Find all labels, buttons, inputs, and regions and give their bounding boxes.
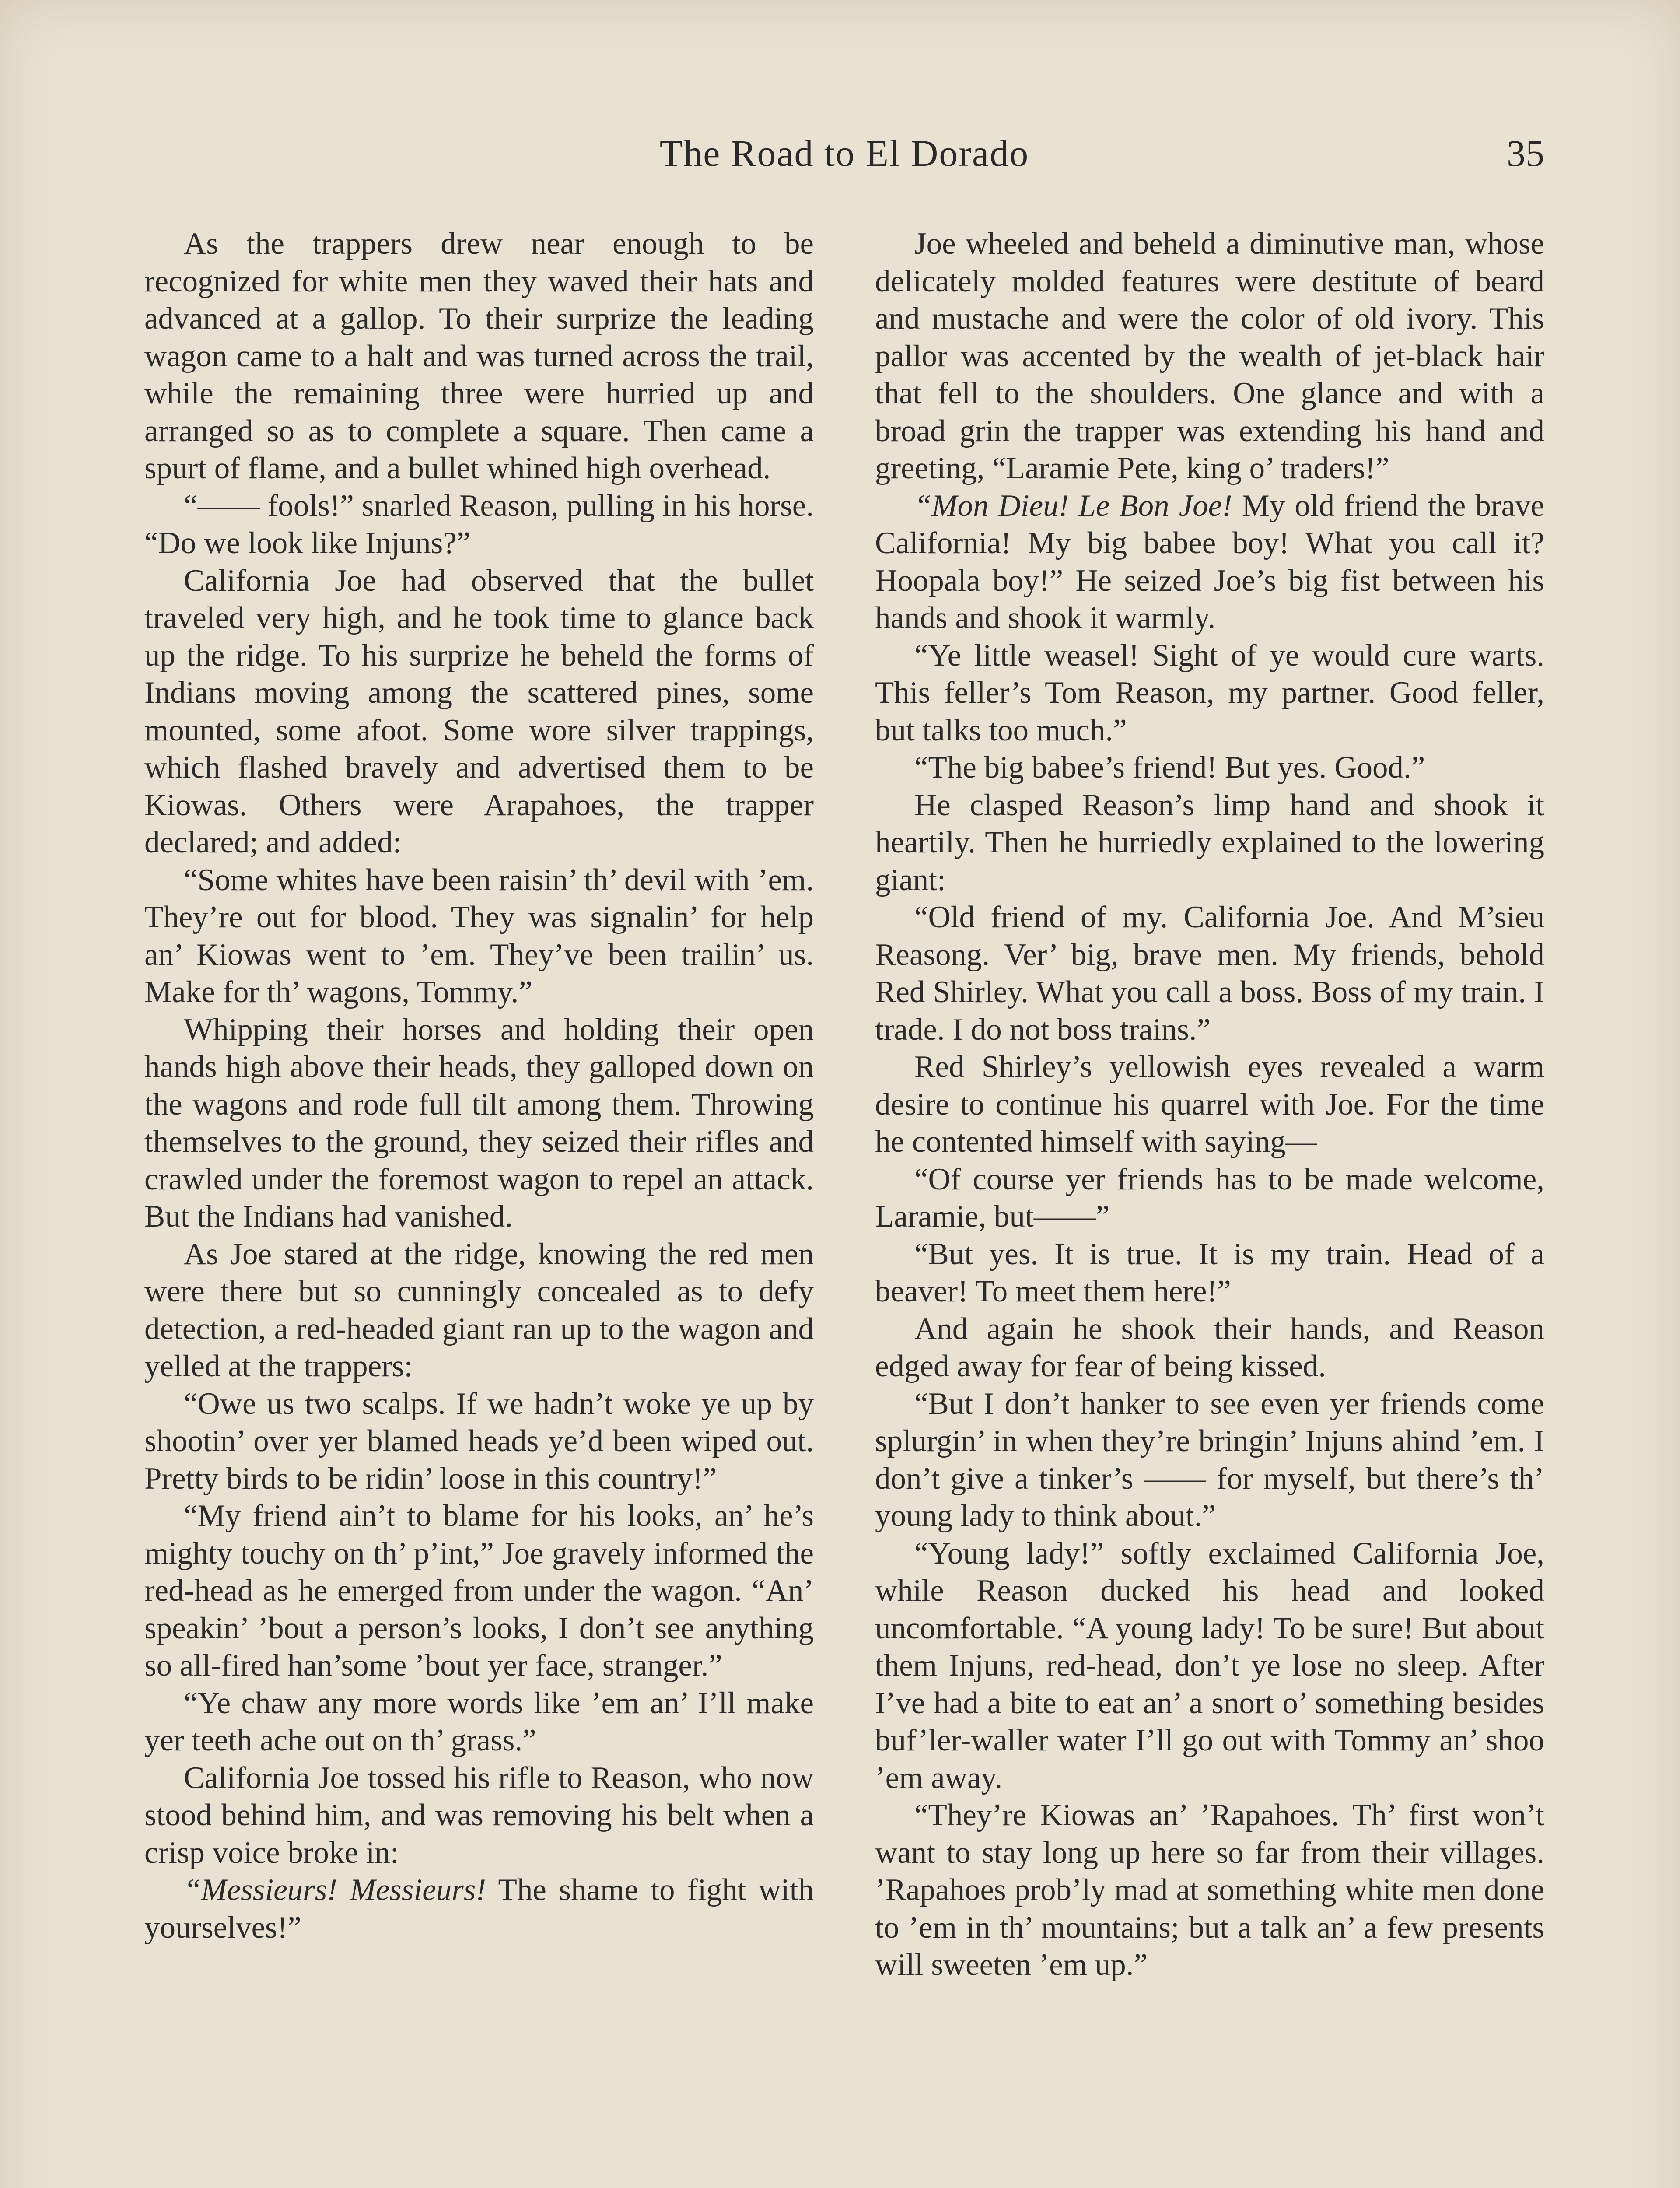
left-column xyxy=(144,225,814,1984)
text-columns xyxy=(144,225,1544,1984)
paragraph: “Ye little weasel! Sight of ye would cure warts. This feller’s Tom Reason, my partner. Good feller, but talks too much.” xyxy=(875,638,1544,747)
paragraph: “My friend ain’t to blame for his looks, an’ he’s mighty touchy on th’ p’int,” Joe gravely informed the red-head as he emerged from under the wagon. “An’ speakin’ ’bout a person’s looks, I don’t see anything so all-fired han’some ’bout yer face, stranger.” xyxy=(144,1499,814,1683)
running-title: The Road to El Dorado xyxy=(659,132,1029,174)
paragraph: “Old friend of my. California Joe. And M’sieu Reasong. Ver’ big, brave men. My friends, behold Red Shirley. What you call a boss. Boss of my train. I trade. I do not boss trains.” xyxy=(875,900,1544,1047)
paragraph: California Joe had observed that the bullet traveled very high, and he took time to glance back up the ridge. To his surprize he beheld the forms of Indians moving among the scattered pines, some mounted, some afoot. Some wore silver trappings, which flashed bravely and advertised them to be Kiowas. Others were Arapahoes, the trapper declared; and added: xyxy=(144,563,814,859)
paragraph: Joe wheeled and beheld a diminutive man, whose delicately molded features were destitute of beard and mustache and were the color of old ivory. This pallor was accented by the wealth of jet-black hair that fell to the shoulders. One glance and with a broad grin the trapper was extending his hand and greeting, “Laramie Pete, king o’ traders!” xyxy=(875,227,1544,485)
paragraph-text: My old friend the brave California! My big babee boy! What you call it? Hoopala boy!” He seized Joe’s big fist between his hands and shook it warmly. xyxy=(875,488,1545,635)
paragraph: He clasped Reason’s limp hand and shook it heartily. Then he hurriedly explained to the lowering giant: xyxy=(875,788,1544,897)
paragraph: “But I don’t hanker to see even yer friends come splurgin’ in when they’re bringin’ Injuns ahind ’em. I don’t give a tinker’s —— for myself, but there’s th’ young lady to think about.” xyxy=(875,1386,1544,1533)
paragraph: “—— fools!” snarled Reason, pulling in his horse. “Do we look like Injuns?” xyxy=(144,488,814,560)
page-header xyxy=(144,131,1544,184)
paragraph: “Owe us two scalps. If we hadn’t woke ye up by shootin’ over yer blamed heads ye’d been wiped out. Pretty birds to be ridin’ loose in this country!” xyxy=(144,1386,814,1496)
paragraph: “They’re Kiowas an’ ’Rapahoes. Th’ first won’t want to stay long up here so far from their villages. ’Rapahoes prob’ly mad at something white men done to ’em in th’ mountains; but a talk an’ a few presents will sweeten ’em up.” xyxy=(875,1798,1544,1982)
paragraph: “The big babee’s friend! But yes. Good.” xyxy=(914,750,1425,785)
paragraph: “Of course yer friends has to be made welcome, Laramie, but——” xyxy=(875,1162,1544,1234)
paragraph: “But yes. It is true. It is my train. Head of a beaver! To meet them here!” xyxy=(875,1237,1544,1308)
paragraph: “Ye chaw any more words like ’em an’ I’ll make yer teeth ache out on th’ grass.” xyxy=(144,1686,814,1757)
italic-exclamation: “Mon Dieu! Le Bon Joe! xyxy=(914,488,1232,523)
paragraph-text: The shame to fight with yourselves!” xyxy=(144,1873,814,1945)
page-number: 35 xyxy=(1507,132,1544,174)
paragraph: And again he shook their hands, and Reason edged away for fear of being kissed. xyxy=(875,1311,1544,1383)
paragraph: “Some whites have been raisin’ th’ devil with ’em. They’re out for blood. They was signalin’ for help an’ Kiowas went to ’em. They’ve been trailin’ us. Make for th’ wagons, Tommy.” xyxy=(144,863,814,1009)
paragraph xyxy=(875,487,1544,637)
italic-exclamation: “Messieurs! Messieurs! xyxy=(184,1873,486,1907)
paragraph: “Young lady!” softly exclaimed California Joe, while Reason ducked his head and looked uncomfortable. “A young lady! To be sure! But about them Injuns, red-head, don’t ye lose no sleep. After I’ve had a bite to eat an’ a snort o’ something besides buf’ler-waller water I’ll go out with Tommy an’ shoo ’em away. xyxy=(875,1536,1544,1795)
paragraph: Whipping their horses and holding their open hands high above their heads, they galloped down on the wagons and rode full tilt among them. Throwing themselves to the ground, they seized their rifles and crawled under the foremost wagon to repel an attack. But the Indians had vanished. xyxy=(144,1012,814,1234)
paragraph: California Joe tossed his rifle to Reason, who now stood behind him, and was removing his belt when a crisp voice broke in: xyxy=(144,1760,814,1870)
right-column xyxy=(875,225,1544,1984)
paragraph xyxy=(144,1872,814,1946)
paragraph: Red Shirley’s yellowish eyes revealed a warm desire to continue his quarrel with Joe. For the time he contented himself with saying— xyxy=(875,1050,1544,1159)
paragraph: As the trappers drew near enough to be recognized for white men they waved their hats and advanced at a gallop. To their surprize the leading wagon came to a halt and was turned across the trail, while the remaining three were hurried up and arranged so as to complete a square. Then came a spurt of flame, and a bullet whined high overhead. xyxy=(144,227,814,485)
paragraph: As Joe stared at the ridge, knowing the red men were there but so cunningly concealed as to defy detection, a red-headed giant ran up to the wagon and yelled at the trappers: xyxy=(144,1237,814,1383)
